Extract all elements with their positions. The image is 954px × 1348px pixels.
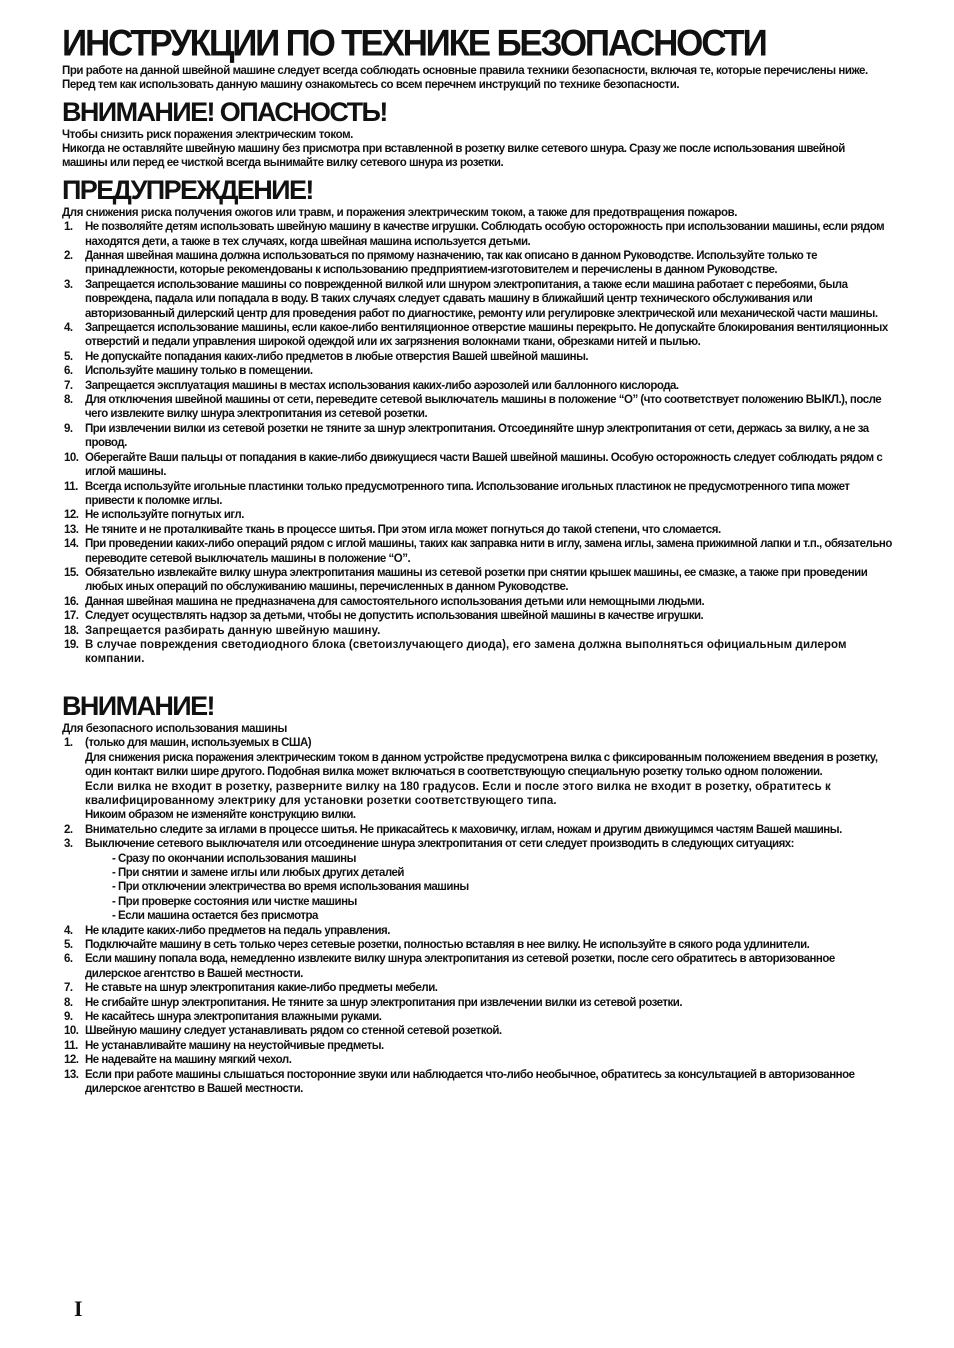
danger-text: Никогда не оставляйте швейную машину без присмотра при вставленной в розетку вилке сетевого шнура. Сразу же после использования швейной машины или перед ее чисткой всегда вынимайте вилку сетевого шнура из розетки. [62,143,845,170]
list-item: 3. Выключение сетевого выключателя или отсоединение шнура электропитания от сети следует производить в следующих ситуациях: - Сразу по окончании использования машины - При снятии и замене иглы или любых других деталей - При отключении электричества во время использования машины - При проверке состояния или чистке машины - Если машина остается без присмотра [62,837,892,923]
list-item: 17. Следует осуществлять надзор за детьми, чтобы не допустить использования швейной машины в качестве игрушки. [64,610,704,623]
us-only-note: (только для машин, используемых в США) [85,737,312,750]
list-item: 8. Не сгибайте шнур электропитания. Не тяните за шнур электропитания при извлечении вилки из сетевой розетки. [64,996,683,1009]
situation-item: - Если машина остается без присмотра [112,910,318,923]
list-item: 2. Данная швейная машина должна использоваться по прямому назначению, так как описано в данном Руководстве. Используйте только те принадлежности, которые рекомендованы к использованию предприятием-изготовителем и перечислены в данном Руководстве. [64,250,817,277]
list-item: 10. Швейную машину следует устанавливать рядом со стенной сетевой розеткой. [64,1025,502,1038]
warning-subheading: Для снижения риска получения ожогов или травм, и поражения электрическим током, а также для предотвращения пожаров. [62,206,738,219]
list-item: 14. При проведении каких-либо операций рядом с иглой машины, таких как заправка нити в иглу, замена иглы, замена прижимной лапки и т.п., обязательно переводите сетевой выключатель машины в положение “O”. [64,538,892,565]
list-item: 13. Если при работе машины слышаться посторонние звуки или наблюдается что-либо необычное, обратитесь за консультацией в авторизованное дилерское агентство в Вашей местности. [64,1068,855,1096]
list-item: 13. Не тяните и не проталкивайте ткань в процессе шитья. При этом игла может погнуться до такой степени, что сломается. [64,523,721,536]
list-item: 12. Не надевайте на машину мягкий чехол. [64,1054,292,1067]
list-item: 4. Не кладите каких-либо предметов на педаль управления. [64,924,390,937]
list-item: 9. При извлечении вилки из сетевой розетки не тяните за шнур электропитания. Отсоединяйте шнур электропитания от сети, держась за вилку, а не за провод. [64,422,869,450]
situations-list [85,852,892,924]
caution-list [62,736,892,1096]
warning-section [62,173,892,667]
list-item: 1. Не позволяйте детям использовать швейную машину в качестве игрушки. Соблюдать особую осторожность при использовании машины, если рядом находятся дети, а также в тех случаях, когда швейная машина используется детьми. [64,221,885,248]
list-item: 18. Запрещается разбирать данную швейную машину. [64,624,381,637]
list-item: 4. Запрещается использование машины, если какое-либо вентиляционное отверстие машины перекрыто. Не допускайте блокирования вентиляционных отверстий и педали управления широкой одеждой или их загрязнения волокнами ткани, обрезками нитей и пылью. [64,322,888,349]
list-item: 5. Подключайте машину в сеть только через сетевые розетки, полностью вставляя в нее вилку. Не используйте в сякого рода удлинители. [64,938,810,951]
list-item: 7. Не ставьте на шнур электропитания какие-либо предметы мебели. [64,982,438,995]
list-item: 11. Не устанавливайте машину на неустойчивые предметы. [64,1039,384,1052]
list-item: 3. Запрещается использование машины со поврежденной вилкой или шнуром электропитания, а также если машина работает с перебоями, была повреждена, падала или попадала в воду. В таких случаях следует сдавать машину в ближайший центр технического обслуживания или авторизованный дилерский центр для проведения работ по диагностике, ремонту или регулировке электрической или механической части машины. [64,278,878,320]
list-item: 6. Если машину попала вода, немедленно извлеките вилку шнура электропитания из сетевой розетки, после сего обратитесь в авторизованное дилерское агентство в Вашей местности. [64,953,835,980]
danger-heading: ВНИМАНИЕ! ОПАСНОСТЬ! [62,96,387,127]
caution-subheading: Для безопасного использования машины [62,722,287,735]
warning-list [62,220,892,667]
situation-item: - Сразу по окончании использования машины [112,852,356,865]
list-item: 10. Оберегайте Ваши пальцы от попадания в какие-либо движущиеся части Вашей швейной машины. Особую осторожность следует соблюдать рядом с иглой машины. [64,451,883,479]
list-item: 8. Для отключения швейной машины от сети, переведите сетевой выключатель машины в положение “O” (что соответствует положению ВЫКЛ.), после чего извлеките вилку шнура электропитания из сетевой розетки. [64,394,882,421]
list-item: 11. Всегда используйте игольные пластинки только предусмотренного типа. Использование игольных пластинок не предусмотренного типа может привести к поломке иглы. [64,480,850,507]
situation-item: - При снятии и замене иглы или любых других деталей [112,866,404,879]
list-item: 19. В случае повреждения светодиодного блока (светоизлучающего диода), его замена должна выполняться официальным дилером компании. [64,638,847,666]
list-item: 2. Внимательно следите за иглами в процессе шитья. Не прикасайтесь к маховичку, иглам, ножам и другим движущимся частям Вашей машины. [64,823,842,836]
intro-line-1: При работе на данной швейной машине следует всегда соблюдать основные правила техники безопасности, включая те, которые перечислены ниже. [62,65,868,77]
list-item: 6. Используйте машину только в помещении. [64,365,313,378]
page-title: ИНСТРУКЦИИ ПО ТЕХНИКЕ БЕЗОПАСНОСТИ [62,23,766,64]
safety-page [62,22,892,1096]
list-item: 5. Не допускайте попадания каких-либо предметов в любые отверстия Вашей швейной машины. [64,350,589,363]
situation-item: - При отключении электричества во время использования машины [112,881,469,894]
list-item: 15. Обязательно извлекайте вилку шнура электропитания машины из сетевой розетки при снятии крышек машины, ее смазке, а также при проведении любых иных операций по обслуживанию машины, перечисленных в данном Руководстве. [64,566,868,594]
intro-line-2: Перед тем как использовать данную машину ознакомьтесь со всем перечнем инструкций по технике безопасности. [62,79,680,92]
warning-heading: ПРЕДУПРЕЖДЕНИЕ! [62,174,313,205]
list-item: 9. Не касайтесь шнура электропитания влажными руками. [64,1011,382,1023]
caution-heading: ВНИМАНИЕ! [62,690,214,721]
page-number: I [74,1296,83,1321]
danger-subheading: Чтобы снизить риск поражения электрическим током. [62,128,353,141]
list-item: 7. Запрещается эксплуатация машины в местах использования каких-либо аэрозолей или баллонного кислорода. [64,379,679,392]
list-item: 16. Данная швейная машина не предназначена для самостоятельного использования детьми или немощными людьми. [64,595,705,608]
situation-item: - При проверке состояния или чистке машины [112,895,357,908]
danger-section [62,95,892,171]
list-item: 1. (только для машин, используемых в США) Для снижения риска поражения электрическим током в данном устройстве предусмотрена вилка с фиксированным положением введения в розетку, один контакт вилки шире другого. Подобная вилка может включаться в соответствующую специальную розетку только одном положении. Если вилка не входит в розетку, разверните вилку на 180 градусов. Если и после этого вилка не входит в розетку, обратитесь к квалифицированному электрику для установки розетки соответствующего типа. Никоим образом не изменяйте конструкцию вилки. [62,736,892,822]
list-item: 12. Не используйте погнутых игл. [64,509,244,522]
caution-section [62,689,892,1097]
